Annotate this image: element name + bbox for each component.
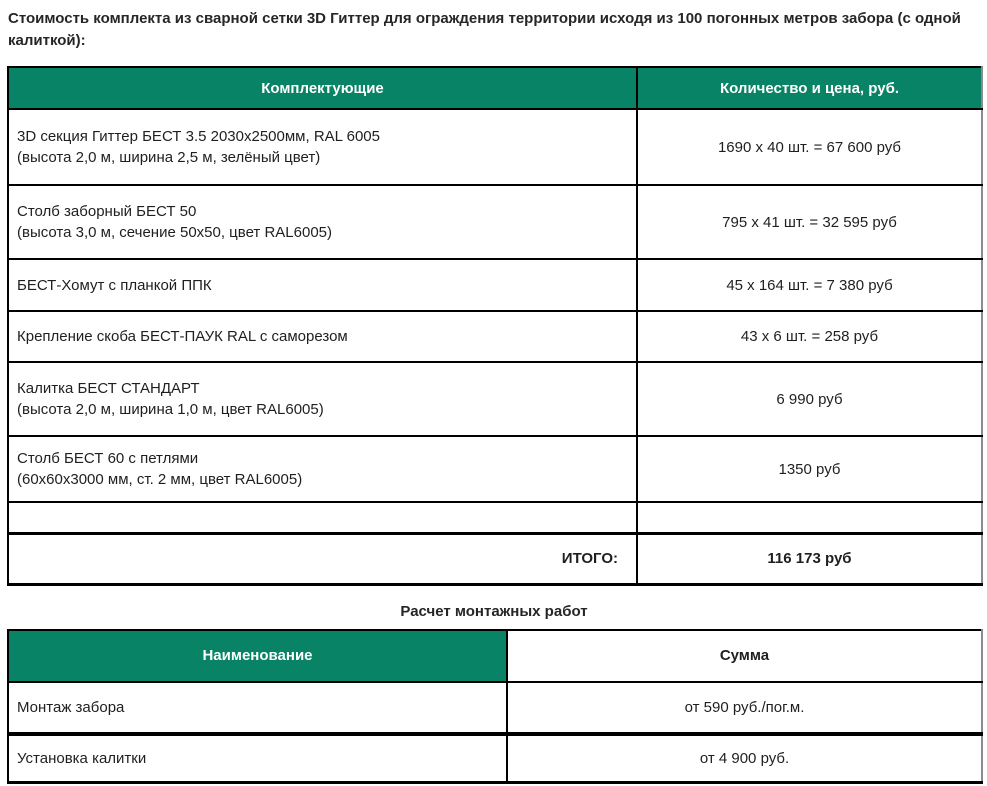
total-label: ИТОГО: [8,533,637,584]
empty-row [8,502,982,533]
item-name: 3D секция Гиттер БЕСТ 3.5 2030х2500мм, RAL 6005 [17,128,380,145]
install-header-sum: Сумма [507,630,982,682]
item-details: (высота 2,0 м, ширина 2,5 м, зелёный цвет) [17,149,321,166]
table-row [8,436,982,502]
kit-header-row [8,67,982,109]
install-item-price: от 4 900 руб. [507,734,982,783]
install-item-name: Монтаж забора [8,682,507,734]
install-item-name: Установка калитки [8,734,507,783]
table-row [8,734,982,783]
kit-price-table [7,66,983,586]
empty-cell [637,502,982,533]
item-price: 6 990 руб [637,362,982,436]
kit-header-components: Комплектующие [8,67,637,109]
item-name: Столб заборный БЕСТ 50 [17,203,197,220]
intro-text: Стоимость комплекта из сварной сетки 3D Гиттер для ограждения территории исходя из 100 погонных метров забора (с одной калиткой): [8,10,961,49]
item-name: Калитка БЕСТ СТАНДАРТ [17,380,200,397]
item-name-cell [8,311,637,362]
item-name: Столб БЕСТ 60 с петлями [17,450,199,467]
item-details: (60х60х3000 мм, ст. 2 мм, цвет RAL6005) [17,471,303,488]
item-details: (высота 3,0 м, сечение 50х50, цвет RAL6005) [17,224,332,241]
item-details: (высота 2,0 м, ширина 1,0 м, цвет RAL6005) [17,401,324,418]
item-name-cell [8,259,637,311]
install-header-row [8,630,982,682]
install-table-title: Расчет монтажных работ [400,602,588,620]
item-name-cell [8,109,637,185]
install-price-table [7,629,983,785]
item-price: 45 х 164 шт. = 7 380 руб [637,259,982,311]
item-price: 795 х 41 шт. = 32 595 руб [637,185,982,259]
empty-cell [8,502,637,533]
item-name: Крепление скоба БЕСТ-ПАУК RAL с саморезом [17,328,348,345]
item-price: 43 х 6 шт. = 258 руб [637,311,982,362]
table-row [8,362,982,436]
kit-total-row [8,533,982,584]
item-name-cell [8,436,637,502]
item-name-cell [8,362,637,436]
item-name-cell [8,185,637,259]
total-value: 116 173 руб [637,533,982,584]
table-row [8,682,982,734]
kit-header-qty-price: Количество и цена, руб. [637,67,982,109]
install-item-price: от 590 руб./пог.м. [507,682,982,734]
table-row [8,185,982,259]
table-row [8,259,982,311]
install-header-name: Наименование [8,630,507,682]
table-row [8,109,982,185]
item-name: БЕСТ-Хомут с планкой ППК [17,276,212,294]
item-price: 1690 х 40 шт. = 67 600 руб [637,109,982,185]
item-price: 1350 руб [637,436,982,502]
table-row [8,311,982,362]
